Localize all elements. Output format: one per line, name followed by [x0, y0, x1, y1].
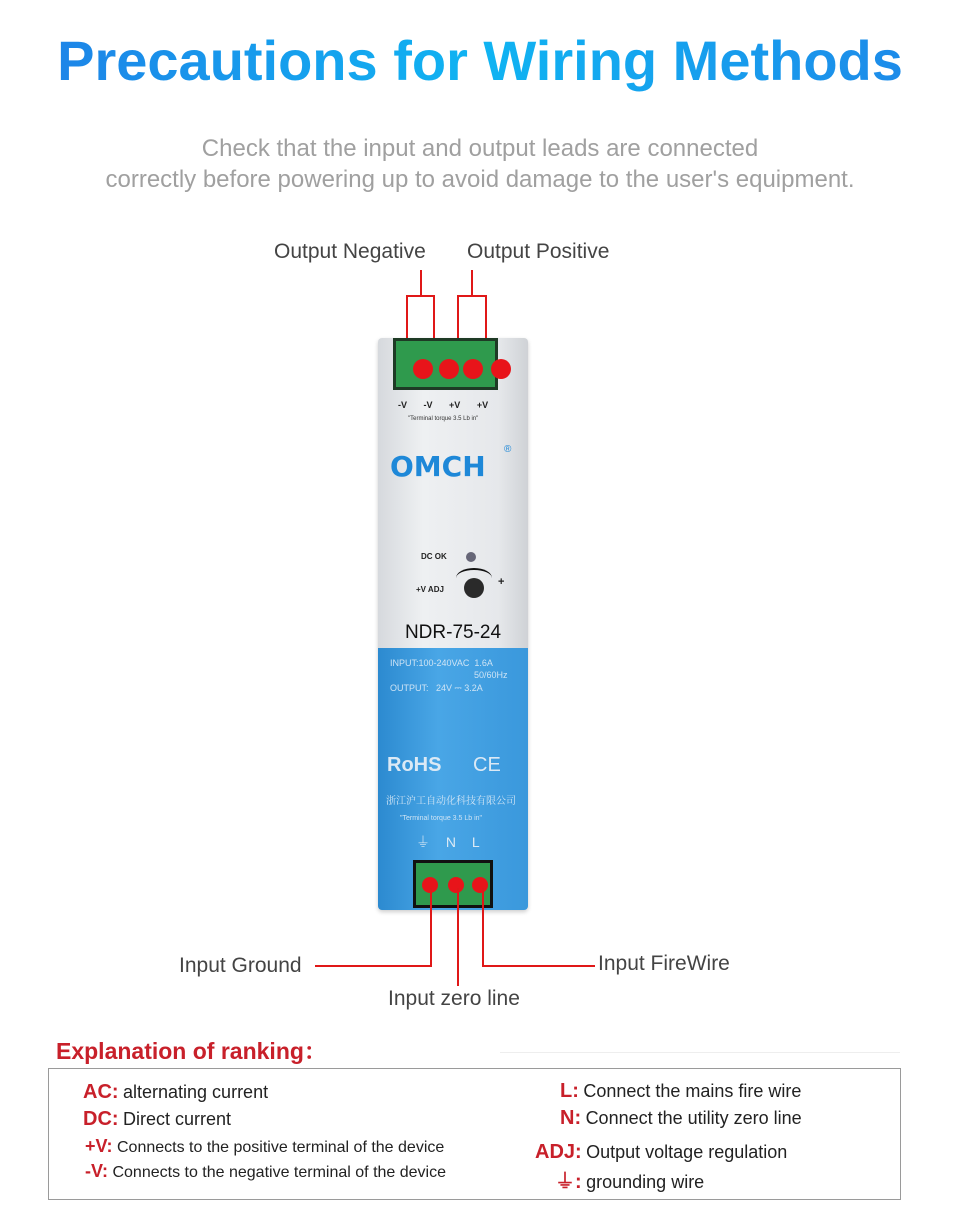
power-supply-image: [378, 338, 528, 910]
output-positive-label: Output Positive: [467, 240, 610, 263]
input-terminal-block: [413, 860, 493, 908]
model-number: NDR-75-24: [404, 622, 502, 643]
legend-box: [48, 1068, 901, 1200]
blue-label-panel: [378, 648, 528, 910]
input-ground-label: Input Ground: [179, 954, 302, 977]
legend-heading: Explanation of ranking：: [56, 1038, 327, 1064]
legend-item-ground: ⏚: grounding wire: [555, 1171, 705, 1193]
rohs-mark: RoHS: [387, 754, 442, 776]
torque-text: "Terminal torque 3.5 Lb in": [408, 416, 479, 422]
subtitle-line-1: Check that the input and output leads are connected: [201, 135, 759, 162]
output-terminal-labels: -V -V +V +V: [398, 400, 489, 410]
output-terminal-block: [393, 338, 498, 390]
registered-mark: ®: [504, 444, 512, 455]
torque-text-bottom: "Terminal torque 3.5 Lb in": [400, 815, 483, 822]
dc-ok-led: [466, 552, 476, 562]
legend-item-adj: ADJ: Output voltage regulation: [535, 1141, 788, 1163]
divider: [500, 1052, 900, 1053]
output-negative-label: Output Negative: [274, 240, 426, 263]
legend-item-minus-v: -V: Connects to the negative terminal of the device: [85, 1161, 446, 1181]
output-spec: OUTPUT: 24V ⎓ 3.2A: [390, 683, 483, 693]
brand-logo: OMCH: [390, 450, 486, 483]
dc-ok-label: DC OK: [421, 552, 447, 561]
input-fire-label: Input FireWire: [598, 952, 730, 975]
company-name: 浙江沪工自动化科技有限公司: [386, 796, 516, 807]
ground-icon: ⏚:: [555, 1171, 582, 1193]
subtitle-line-2: correctly before powering up to avoid damage to the user's equipment.: [105, 166, 855, 193]
legend-item-ac: AC: alternating current: [83, 1081, 269, 1103]
page-title: Precautions for Wiring Methods: [0, 28, 960, 94]
legend-item-dc: DC: Direct current: [83, 1108, 232, 1130]
subtitle: [0, 133, 960, 195]
input-zero-label: Input zero line: [388, 987, 520, 1010]
legend-item-n: N: Connect the utility zero line: [560, 1107, 802, 1129]
ce-mark: CE: [473, 754, 501, 776]
legend-item-l: L: Connect the mains fire wire: [560, 1080, 802, 1102]
legend-item-plus-v: +V: Connects to the positive terminal of the device: [85, 1136, 445, 1156]
adj-arrow-icon: [456, 568, 492, 588]
adj-label: +V ADJ: [416, 585, 444, 594]
input-spec: INPUT:100-240VAC 1.6A: [390, 658, 493, 668]
freq-spec: 50/60Hz: [474, 670, 508, 680]
adj-plus: +: [498, 576, 505, 588]
input-terminal-labels: ⏚ N L: [416, 834, 480, 850]
